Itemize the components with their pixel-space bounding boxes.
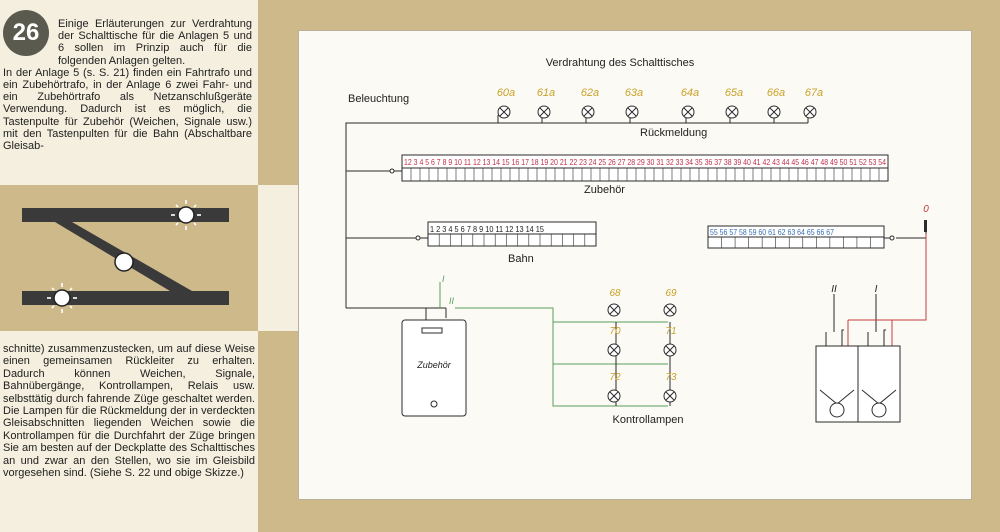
zubehoer-terminal-strip [402, 155, 888, 181]
lamp-label: 66a [766, 87, 786, 99]
beleuchtung-label: Beleuchtung [348, 93, 410, 105]
main-wires [346, 115, 926, 318]
intro-first-paragraph: Einige Erläuterungen zur Verdrahtung der Schalttische für die Anlagen 5 und 6 sollen im Prinzip auch für die folgenden Anlagen gelten. [58, 18, 252, 67]
lower-track [22, 291, 229, 305]
svg-text:73: 73 [665, 372, 677, 383]
red-wire-end [924, 220, 927, 232]
label-zero: 0 [923, 204, 929, 215]
switch-lamp-icon [115, 253, 133, 271]
lamp-label: 67a [804, 87, 824, 99]
lamp-label: 60a [496, 87, 516, 99]
lamp-label: 65a [724, 87, 744, 99]
bahn-numbers-right: 55 56 57 58 59 60 61 62 63 64 65 66 67 [710, 228, 835, 237]
bahn-terminal-strip-left [428, 222, 596, 246]
kontrollampen-label: Kontrollampen [612, 414, 684, 426]
wire-label-I: I [442, 274, 445, 284]
svg-text:69: 69 [665, 288, 677, 299]
lamp-label: 63a [624, 87, 644, 99]
lamp-69 [664, 288, 677, 316]
zubehoer-numbers: 12 3 4 5 6 7 8 9 10 11 12 13 14 15 16 17 18 19 20 21 22 23 24 25 26 27 28 29 30 31 32 33 34 35 36 37 38 39 40 41 42 43 44 45 46 47 48 49 50 51 52 53 54 [404, 157, 887, 167]
svg-text:70: 70 [609, 326, 621, 337]
lamp-label: 64a [680, 87, 700, 99]
lamp-67a [804, 87, 823, 118]
background-checker [258, 185, 298, 331]
roman-II-label: II [831, 284, 837, 295]
lamp-72 [608, 372, 621, 402]
lamp-label: 62a [580, 87, 600, 99]
lamp-62a [581, 87, 599, 118]
transformer-label: Zubehör [417, 360, 451, 370]
outro-text: schnitte) zusammenzustecken, um auf diese Weise einen gemeinsamen Rückleiter zu erhalten. Dadurch können Weichen, Signale, Bahnübergänge, Kontrollampen, Relais usw. selbsttätig durch fahrende Züge geschaltet werden. Die Lampen für die Rückmeldung der in verdeckten Gleisabschnitten liegenden Weichen sowie die Kontrollampen für die Durchfahrt der Züge bringen Sie am besten auf der Deckplatte des Schalttisches an und zwar an den Stellen, wo sie im Gleisbild vorgesehen sind. (Siehe S. 22 und obige Skizze.) [3, 343, 255, 480]
track-sketch-svg [0, 185, 258, 331]
lamp-66a [767, 87, 785, 118]
bahn-numbers-left: 1 2 3 4 5 6 7 8 9 10 11 12 13 14 15 [430, 224, 545, 234]
svg-text:71: 71 [665, 326, 677, 337]
lamp-68 [608, 288, 621, 316]
lamp-63a [625, 87, 643, 118]
diagram-title: Verdrahtung des Schalttisches [545, 57, 695, 69]
roman-I-label: I [874, 284, 878, 295]
bahn-terminal-strip-right [708, 226, 884, 248]
lamp-70 [608, 326, 621, 356]
bahn-label: Bahn [508, 253, 534, 265]
wire-label-II: II [449, 296, 455, 306]
zubehoer-label: Zubehör [584, 184, 625, 196]
svg-text:72: 72 [609, 372, 621, 383]
lamp-65a [725, 87, 743, 118]
drive-transformers [816, 234, 926, 422]
intro-second-paragraph: In der Anlage 5 (s. S. 21) finden ein Fahrtrafo und ein Zubehörtrafo, in der Anlage 6 zwei Fahr- und ein Zubehörtrafo als Netzanschlußgeräte Verwendung. Dadurch ist es möglich, die Tastenpulte für Zubehör (Weichen, Signale usw.) mit den Tastenpulten für die Bahn (Abschaltbare Gleisab- [3, 66, 252, 153]
page-number: 26 [12, 19, 40, 46]
top-lamp-row [497, 87, 823, 118]
intro-text [0, 18, 252, 152]
lamp-64a [681, 87, 699, 118]
green-wires [440, 282, 670, 406]
control-lamp-grid [608, 288, 677, 402]
zubehoer-transformer [402, 320, 466, 416]
svg-text:68: 68 [609, 288, 621, 299]
wiring-diagram [298, 30, 970, 498]
lamp-label: 61a [536, 87, 556, 99]
track-sketch [0, 185, 258, 331]
lamp-60a [497, 87, 515, 118]
rueckmeldung-label: Rückmeldung [640, 127, 708, 139]
lamp-61a [537, 87, 555, 118]
